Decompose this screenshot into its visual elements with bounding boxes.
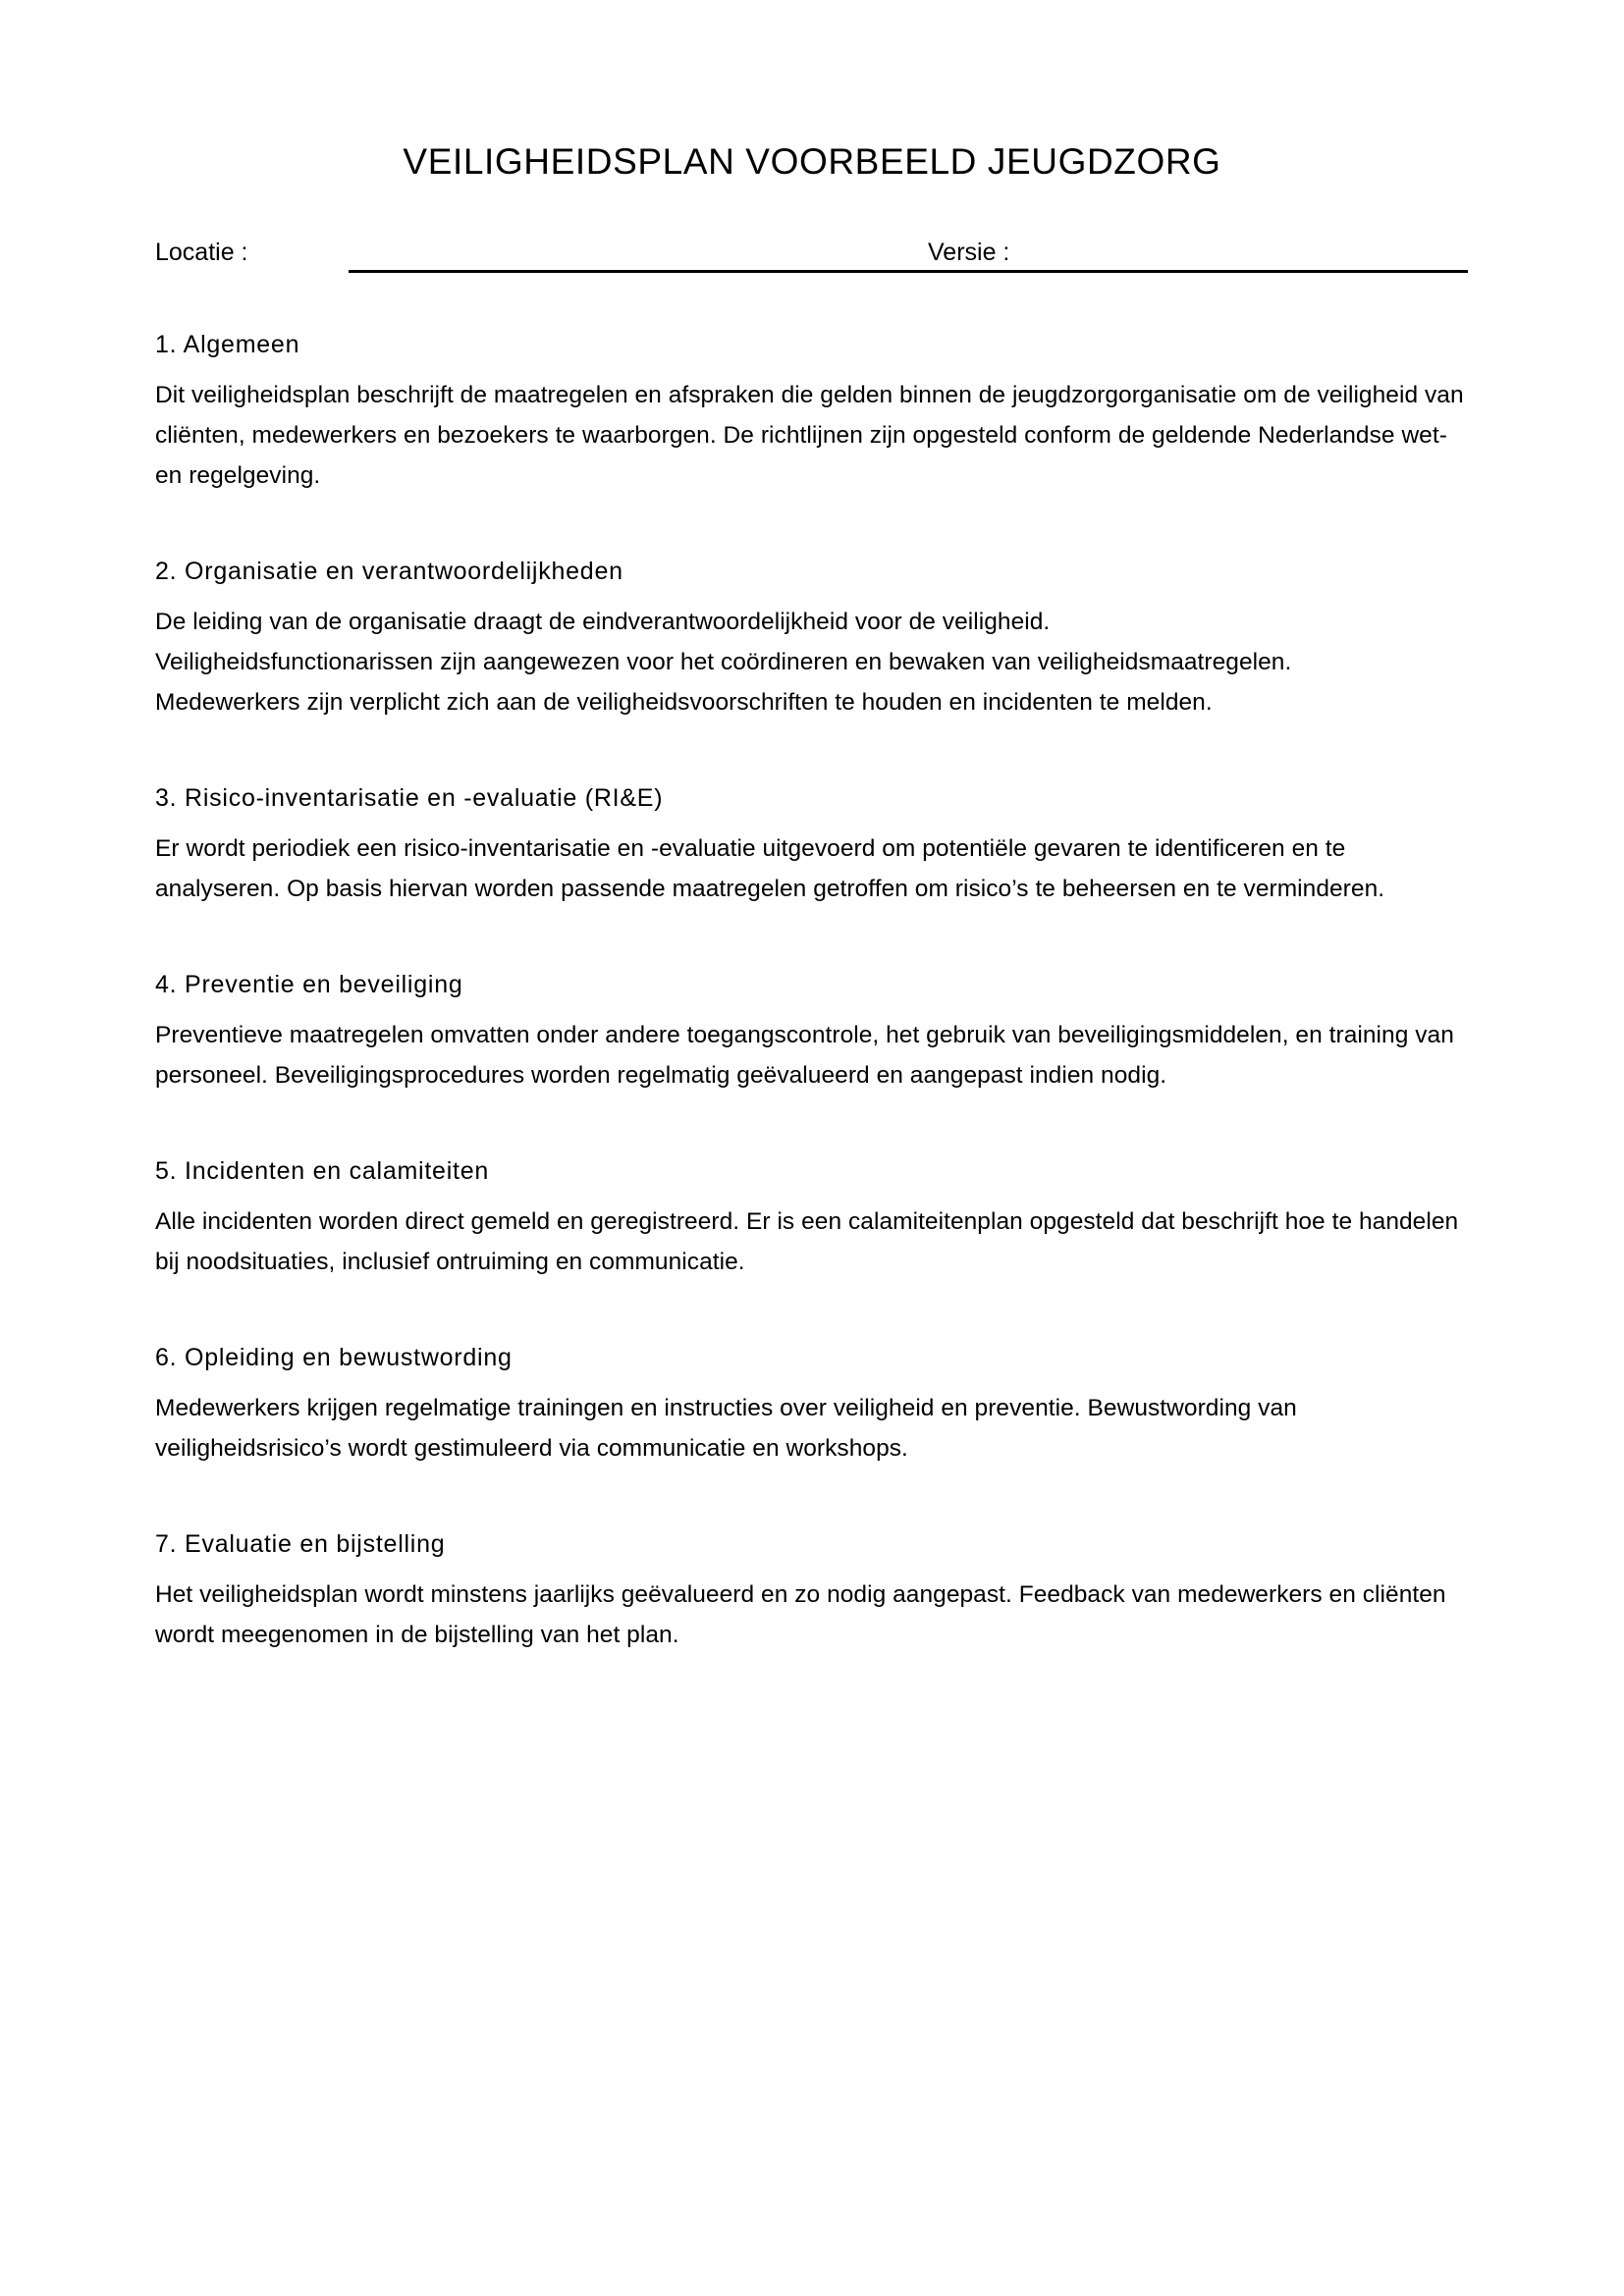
section-heading: 2. Organisatie en verantwoordelijkheden — [155, 558, 623, 585]
meta-fill-in-rule — [349, 270, 1468, 273]
section-paragraph: Medewerkers krijgen regelmatige trainingen en instructies over veiligheid en preventie. Bewustwording van veiligheidsrisico’s wordt gestimuleerd via communicatie en workshops. — [155, 1395, 1297, 1462]
section-heading: 7. Evaluatie en bijstelling — [155, 1530, 446, 1558]
section-6-opleiding-en-bewustwording — [155, 1341, 1468, 1468]
section-4-preventie-en-beveiliging — [155, 968, 1468, 1095]
section-heading: 1. Algemeen — [155, 331, 300, 358]
section-paragraph — [155, 602, 1468, 722]
section-paragraph: Alle incidenten worden direct gemeld en geregistreerd. Er is een calamiteitenplan opgesteld dat beschrijft hoe te handelen bij noodsituaties, inclusief ontruiming en communicatie. — [155, 1208, 1459, 1275]
section-paragraph: Preventieve maatregelen omvatten onder andere toegangscontrole, het gebruik van beveiligingsmiddelen, en training van personeel. Beveiligingsprocedures worden regelmatig geëvalueerd en aangepast indien nodig. — [155, 1022, 1454, 1089]
document-body — [155, 328, 1468, 1655]
section-1-algemeen — [155, 328, 1468, 496]
locatie-label: Locatie : — [155, 239, 248, 266]
page-title: VEILIGHEIDSPLAN VOORBEELD JEUGDZORG — [403, 140, 1221, 182]
section-5-incidenten-en-calamiteiten — [155, 1154, 1468, 1282]
section-paragraph: Dit veiligheidsplan beschrijft de maatregelen en afspraken die gelden binnen de jeugdzorgorganisatie om de veiligheid van cliënten, medewerkers en bezoekers te waarborgen. De richtlijnen zijn opgesteld conform de geldende Nederlandse wet- en regelgeving. — [155, 382, 1464, 489]
section-2-organisatie-en-verantwoordelijkheden — [155, 555, 1468, 722]
section-paragraph-line: De leiding van de organisatie draagt de eindverantwoordelijkheid voor de veiligheid. — [155, 609, 1051, 635]
section-heading: 6. Opleiding en bewustwording — [155, 1344, 513, 1371]
section-3-risico-inventarisatie-en-evaluatie — [155, 781, 1468, 909]
document-meta-row — [155, 236, 1471, 281]
section-heading: 4. Preventie en beveiliging — [155, 971, 463, 998]
versie-label: Versie : — [928, 239, 1010, 266]
section-paragraph: Het veiligheidsplan wordt minstens jaarlijks geëvalueerd en zo nodig aangepast. Feedback van medewerkers en cliënten wordt meegenomen in de bijstelling van het plan. — [155, 1581, 1446, 1648]
section-paragraph-line: Medewerkers zijn verplicht zich aan de veiligheidsvoorschriften te houden en incidenten te melden. — [155, 689, 1213, 716]
section-heading: 3. Risico-inventarisatie en -evaluatie (RI&E) — [155, 784, 664, 812]
section-paragraph-line: Veiligheidsfunctionarissen zijn aangewezen voor het coördineren en bewaken van veiligheidsmaatregelen. — [155, 649, 1292, 675]
section-heading: 5. Incidenten en calamiteiten — [155, 1157, 490, 1185]
section-paragraph: Er wordt periodiek een risico-inventarisatie en -evaluatie uitgevoerd om potentiële gevaren te identificeren en te analyseren. Op basis hiervan worden passende maatregelen getroffen om risico’s te beheersen en te verminderen. — [155, 835, 1385, 902]
section-7-evaluatie-en-bijstelling — [155, 1527, 1468, 1655]
